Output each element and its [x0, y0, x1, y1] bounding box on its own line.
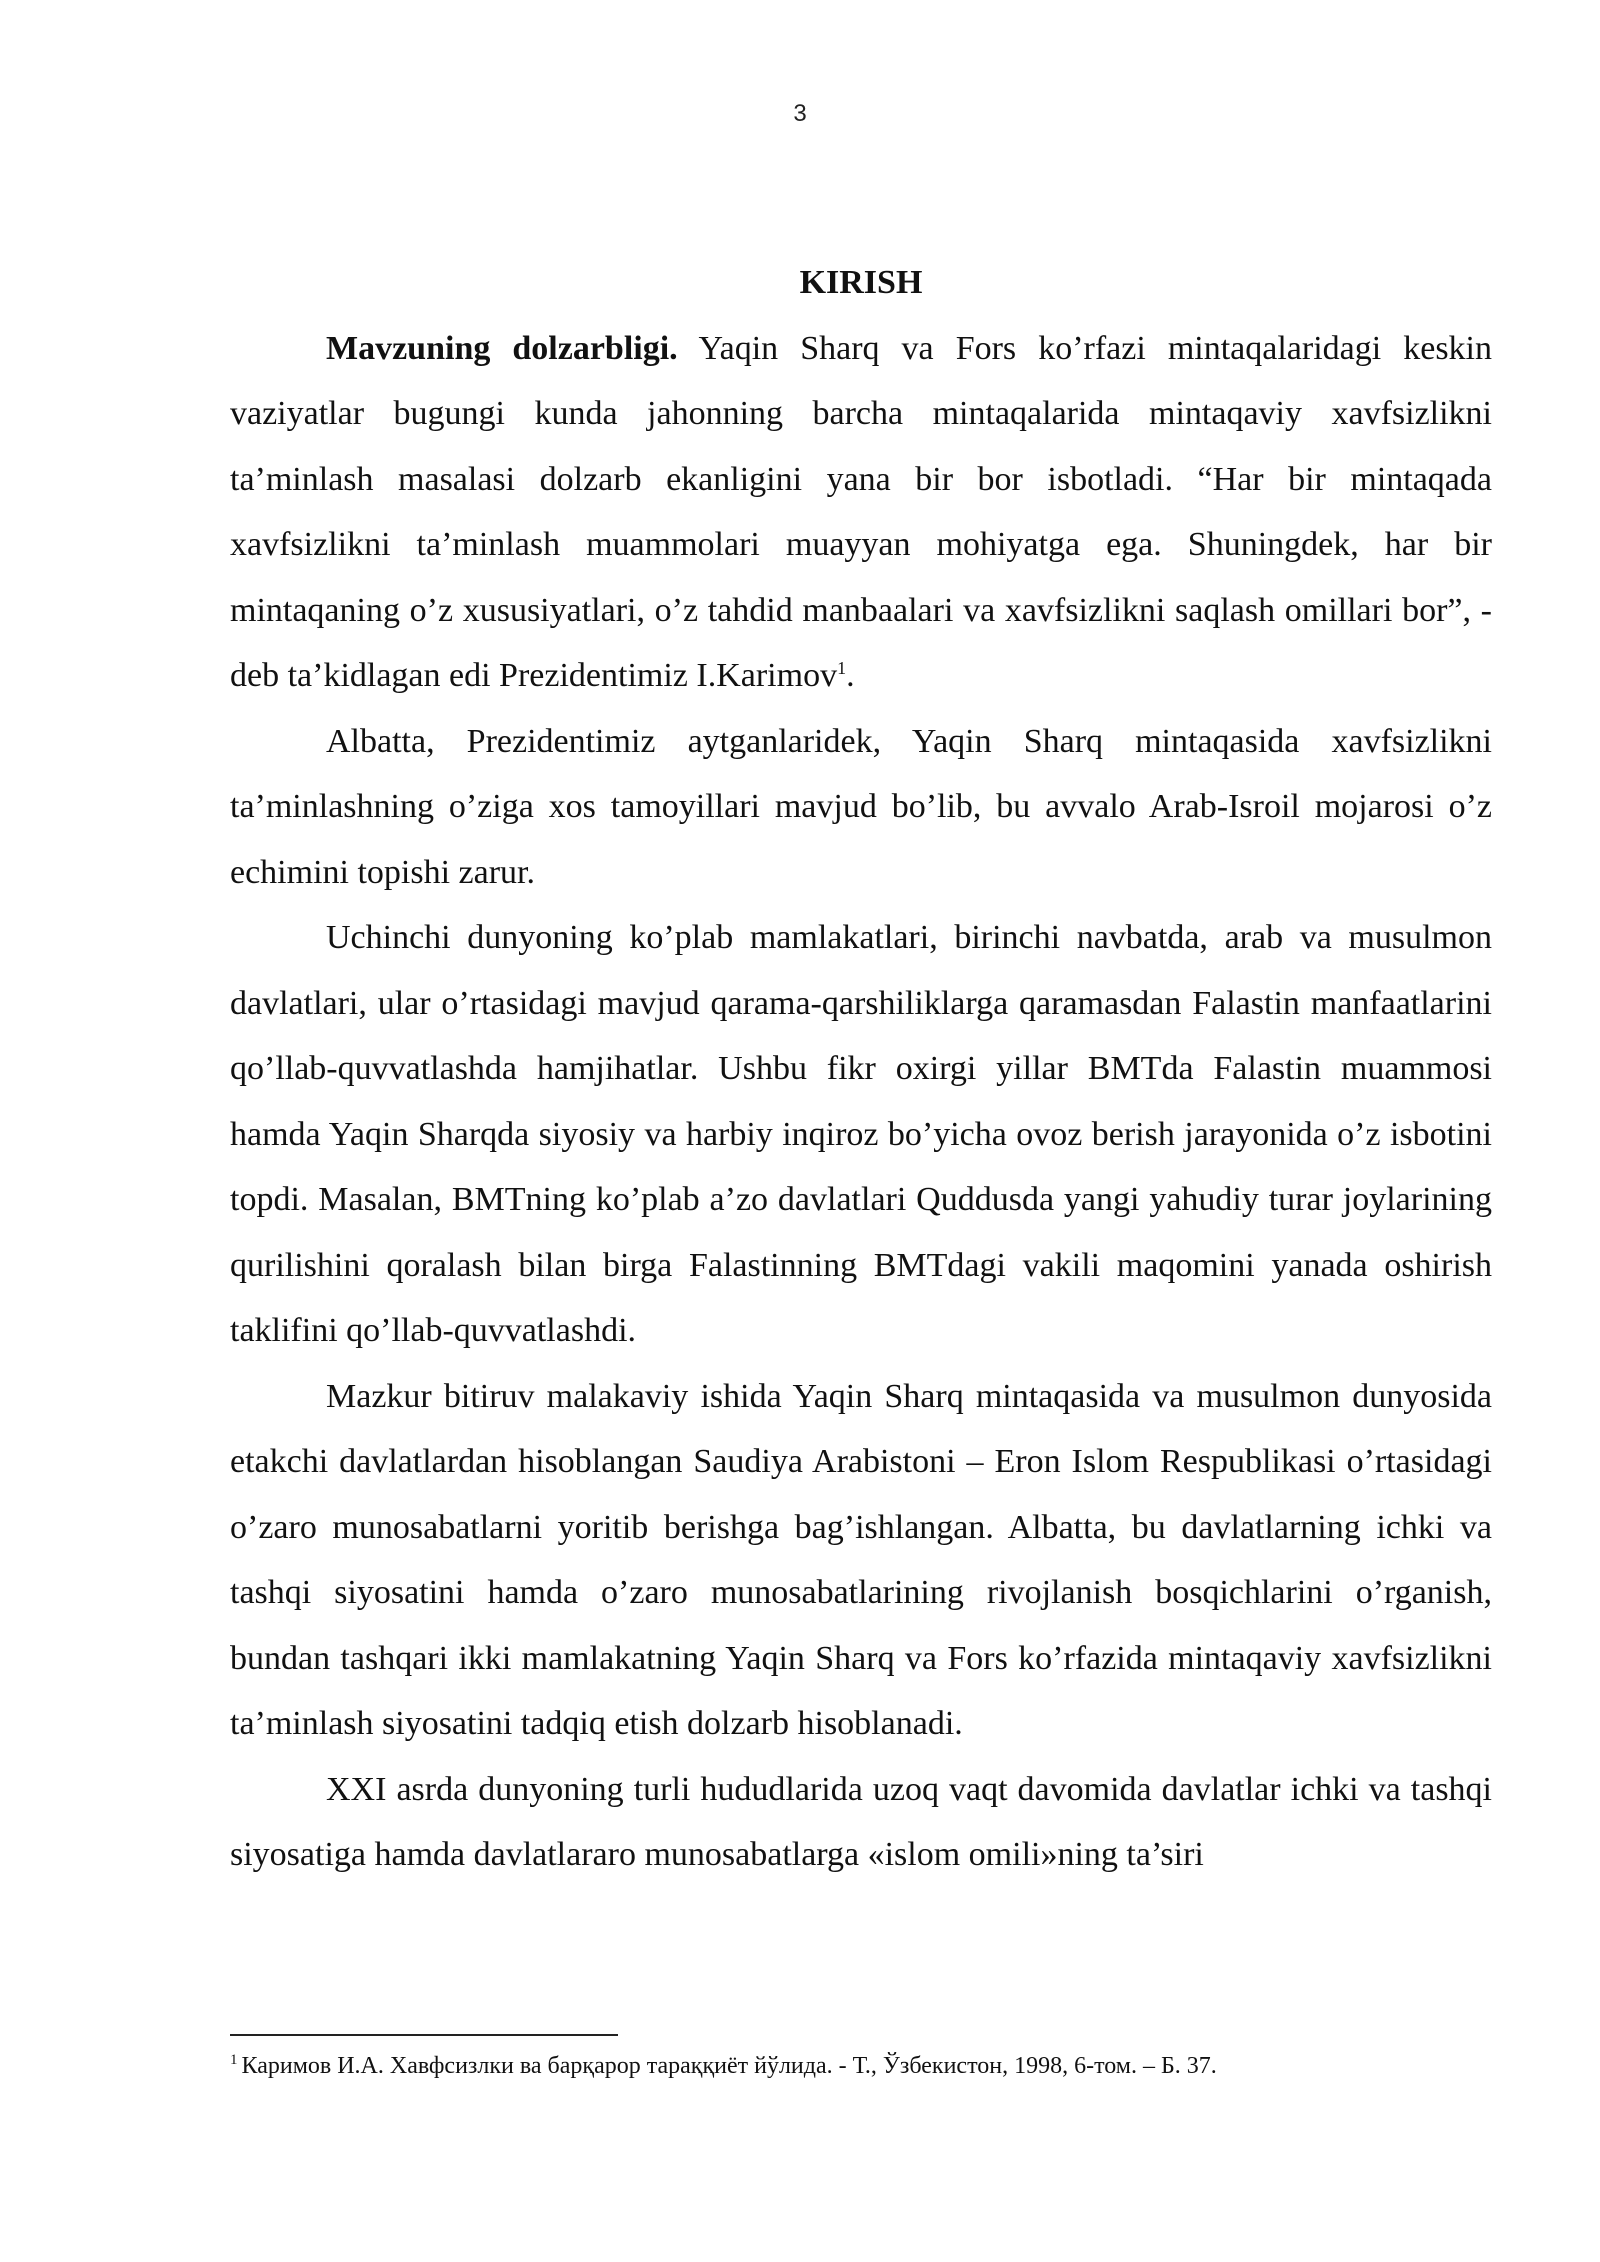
footnote-reference: 1: [837, 658, 847, 678]
paragraph: Uchinchi dunyoning ko’plab mamlakatlari, birinchi navbatda, arab va musulmon davlatlari, ular o’rtasidagi mavjud qarama-qarshiliklarga qaramasdan Falastin manfaatlarini qo’llab-quvvatlashda hamjihatlar. Ushbu fikr oxirgi yillar BMTda Falastin muammosi hamda Yaqin Sharqda siyosiy va harbiy inqiroz bo’yicha ovoz berish jarayonida o’z isbotini topdi. Masalan, BMTning ko’plab a’zo davlatlari Quddusda yangi yahudiy turar joylarining qurilishini qoralash bilan birga Falastinning BMTdagi vakili maqomini yanada oshirish taklifini qo’llab-quvvatlashdi.: [230, 919, 1492, 1349]
paragraph: Albatta, Prezidentimiz aytganlaridek, Yaqin Sharq mintaqasida xavfsizlikni ta’minlashning o’ziga xos tamoyillari mavjud bo’lib, bu avvalo Arab-Isroil mojarosi o’z echimini topishi zarur.: [230, 722, 1492, 891]
footnote-separator: [230, 2034, 618, 2036]
paragraph-lead: Mavzuning dolzarbligi.: [326, 329, 678, 367]
paragraph: Mazkur bitiruv malakaviy ishida Yaqin Sharq mintaqasida va musulmon dunyosida etakchi davlatlardan hisoblangan Saudiya Arabistoni – Eron Islom Respublikasi o’rtasidagi o’zaro munosabatlarni yoritib berishga bag’ishlangan. Albatta, bu davlatlarning ichki va tashqi siyosatini hamda o’zaro munosabatlarining rivojlanish bosqichlarini o’rganish, bundan tashqari ikki mamlakatning Yaqin Sharq va Fors ko’rfazida mintaqaviy xavfsizlikni ta’minlash siyosatini tadqiq etish dolzarb hisoblanadi.: [230, 1377, 1492, 1742]
footnote-text: Каримов И.А. Хавфсизлки ва барқарор тараққиёт йўлида. - Т., Ўзбекистон, 1998, 6-том. – Б. 37.: [241, 2053, 1217, 2079]
paragraph: XXI asrda dunyoning turli hududlarida uzoq vaqt davomida davlatlar ichki va tashqi siyosatiga hamda davlatlararo munosabatlarga «islom omili»ning ta’siri: [230, 1770, 1492, 1873]
page-number: 3: [793, 100, 807, 127]
paragraph-tail: .: [846, 657, 855, 694]
section-heading: KIRISH: [799, 264, 923, 301]
document-body: [230, 250, 1492, 1888]
footnote-number: 1: [230, 2052, 238, 2068]
footnote: [230, 2048, 1492, 2084]
paragraph-text: Yaqin Sharq va Fors ko’rfazi mintaqalaridagi keskin vaziyatlar bugungi kunda jahonning barcha mintaqalarida mintaqaviy xavfsizlikni ta’minlash masalasi dolzarb ekanligini yana bir bor isbotladi. “Har bir mintaqada xavfsizlikni ta’minlash muammolari muayyan mohiyatga ega. Shuningdek, har bir mintaqaning o’z xususiyatlari, o’z tahdid manbaalari va xavfsizlikni saqlash omillari bor”, - deb ta’kidlagan edi Prezidentimiz I.Karimov: [230, 329, 1493, 694]
paragraph-relevance: [230, 316, 1492, 709]
